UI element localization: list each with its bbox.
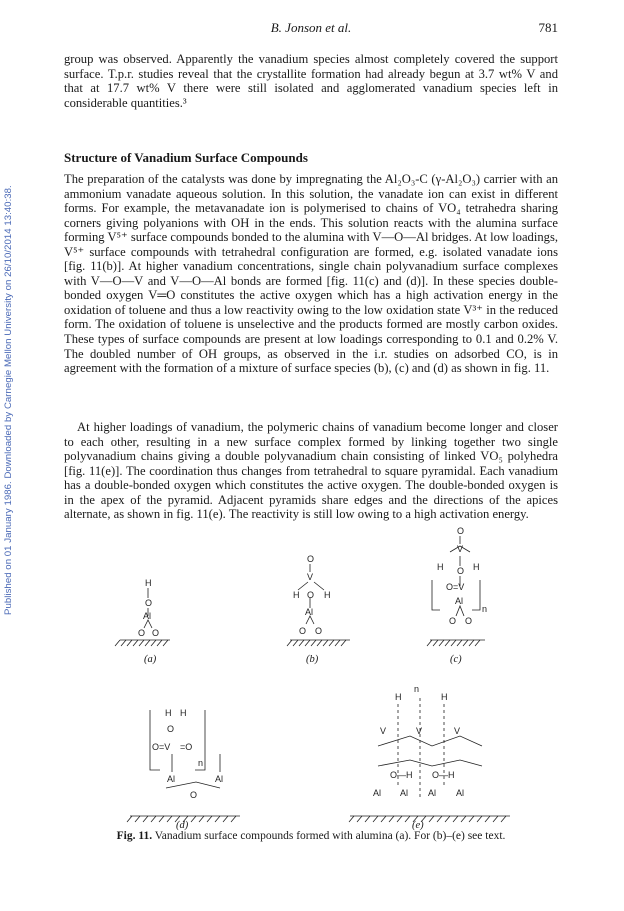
atom-o: O: [145, 598, 153, 608]
atom-al: Al: [400, 788, 409, 798]
atom-v: V: [307, 572, 314, 582]
atom-h: H: [395, 692, 402, 702]
structure-diagram: [110, 520, 530, 830]
atom-al: Al: [305, 607, 314, 617]
author-name: B. Jonson: [270, 20, 323, 35]
atom-v-double-o: =O: [180, 742, 193, 752]
atom-o: O: [465, 616, 473, 626]
atom-h: H: [293, 590, 300, 600]
panel-label-d: (d): [176, 820, 189, 831]
paragraph-continuation: group was observed. Apparently the vanadium species almost completely covered the support surface. T.p.r. studies reveal that the crystallite formation had already begun at 3.7 wt% V and that at 17.7 wt% V there were still isolated and agglomerated vanadium species left in considerable quantities.³: [64, 52, 558, 110]
atom-h: H: [165, 708, 172, 718]
atom-h: H: [324, 590, 331, 600]
atom-al: Al: [428, 788, 437, 798]
atom-h: H: [473, 562, 480, 572]
atom-o: O: [457, 566, 465, 576]
atom-o: O: [190, 790, 198, 800]
atom-h: H: [441, 692, 448, 702]
atom-h: H: [145, 578, 152, 588]
figure-caption: [64, 830, 558, 842]
paragraph-preparation: The preparation of the catalysts was done by impregnating the Al₂O₃-C (γ-Al₂O₃) carrier with an ammonium vanadate aqueous solution. In this solution, the vanadate ion can exist in different forms. For example, the metavanadate ion is polymerised to chains of VO₄ tetrahedra sharing corners giving polyanions with OH in the ends. This solution reacts with the alumina surface forming V⁵⁺ surface compounds bonded to the alumina with V—O—Al bridges. At low loadings, V⁵⁺ surface compounds with tetrahedral configuration are formed, e.g. isolated vanadate ions [fig. 11(b)]. At higher vanadium concentrations, single chain polyvanadium surface complexes with V—O—V and V—O—Al bonds are formed [fig. 11(c) and (d)]. In these species double-bonded oxygen V═O constitutes the active oxygen which has a high activation energy in the oxidation of toluene and thus a low reactivity owing to the low oxidation state V³⁺ in the reduced form. The oxidation of toluene is unselective and the products formed are mostly carbon oxides. These types of surface compounds are present at low loadings corresponding to 0.1 and 0.2% V. The doubled number of OH groups, as observed in the i.r. studies on adsorbed CO, is in agreement with the formation of a mixture of surface species (b), (c) and (d) as shown in fig. 11.: [64, 172, 558, 376]
panel-label-e: (e): [412, 820, 424, 831]
atom-al: Al: [167, 774, 176, 784]
atom-o-h: O—H: [390, 770, 413, 780]
figure-caption-label: Fig. 11.: [116, 830, 153, 842]
page-number: 781: [538, 20, 558, 35]
figure-11: [110, 520, 530, 830]
author-etal: et al.: [325, 20, 352, 35]
repeat-n: n: [414, 684, 420, 694]
atom-v: V: [416, 726, 423, 736]
atom-h: H: [180, 708, 187, 718]
section-heading: Structure of Vanadium Surface Compounds: [64, 150, 308, 165]
atom-v: V: [454, 726, 461, 736]
atom-al: Al: [215, 774, 224, 784]
running-head-authors: [64, 20, 558, 36]
download-notice: Published on 01 January 1986. Downloaded by Carnegie Mellon University on 26/10/2014 13:40:38.: [3, 185, 14, 615]
atom-al: Al: [143, 611, 152, 621]
atom-o: O: [457, 526, 465, 536]
atom-o: O: [167, 724, 175, 734]
atom-v: V: [380, 726, 387, 736]
running-head: [64, 20, 558, 38]
figure-caption-text: Vanadium surface compounds formed with alumina (a). For (b)–(e) see text.: [154, 830, 506, 842]
atom-o: O: [315, 626, 323, 636]
atom-al: Al: [456, 788, 465, 798]
atom-o: O: [152, 628, 160, 638]
paragraph-higher-loadings: At higher loadings of vanadium, the polymeric chains of vanadium become longer and closer to each other, resulting in a new surface complex formed by linking together two single polyvanadium chains giving a double polyvanadium chain consisting of linked VO₅ polyhedra [fig. 11(e)]. The coordination thus changes from tetrahedral to square pyramidal. Each vanadium has a double-bonded oxygen which constitutes the active oxygen. The double-bonded oxygen is in the apex of the pyramid. Adjacent pyramids share edges and the directions of the apices alternate, as shown in fig. 11(e). The reactivity is still low owing to a high activation energy.: [64, 420, 558, 522]
atom-o-double-v: O=V: [152, 742, 171, 752]
atom-o: O: [138, 628, 146, 638]
atom-o: O: [299, 626, 307, 636]
panel-label-a: (a): [144, 654, 157, 665]
atom-o: O: [307, 590, 315, 600]
atom-o: O: [449, 616, 457, 626]
atom-o-h: O—H: [432, 770, 455, 780]
atom-al: Al: [373, 788, 382, 798]
atom-o: O: [307, 554, 315, 564]
panel-label-c: (c): [450, 654, 462, 665]
panel-label-b: (b): [306, 654, 319, 665]
atom-o-double-v: O=V: [446, 582, 465, 592]
repeat-n: n: [482, 604, 488, 614]
atom-h: H: [437, 562, 444, 572]
atom-al: Al: [455, 596, 464, 606]
atom-v: V: [457, 544, 464, 554]
repeat-n: n: [198, 758, 204, 768]
